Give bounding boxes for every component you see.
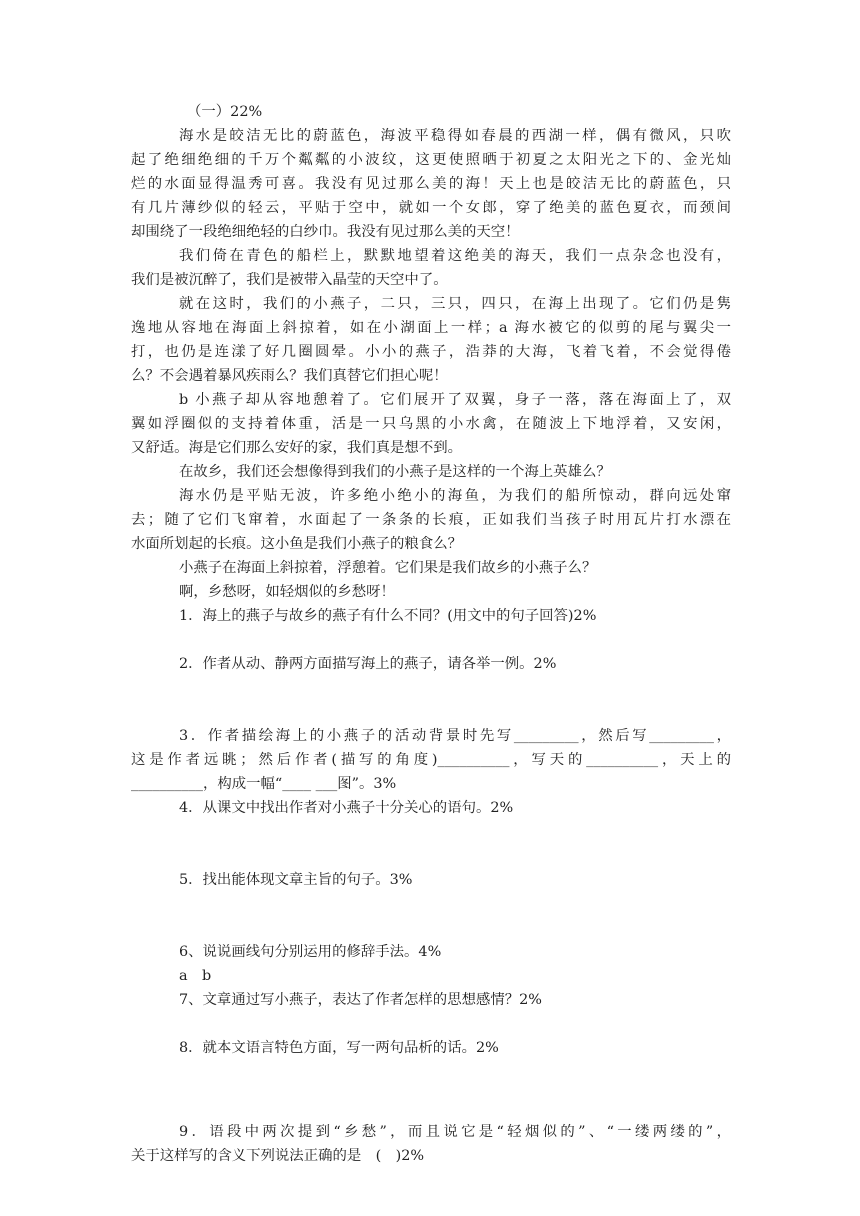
passage-line: 海水是皎洁无比的蔚蓝色，海波平稳得如春晨的西湖一样，偶有微风，只吹 bbox=[179, 128, 731, 144]
question-5: 5．找出能体现文章主旨的句子。3% bbox=[179, 872, 413, 888]
passage-line: 我们倚在青色的船栏上，默默地望着这绝美的海天，我们一点杂念也没有， bbox=[179, 248, 731, 264]
question-9-continued: 关于这样写的含义下列说法正确的是 ( )2% bbox=[131, 1148, 425, 1164]
question-3-continued: __________，构成一幅“____ ___图”。3% bbox=[131, 776, 397, 792]
question-2: 2．作者从动、静两方面描写海上的燕子，请各举一例。2% bbox=[179, 656, 557, 672]
passage-line: 就在这时，我们的小燕子，二只，三只，四只，在海上出现了。它们仍是隽 bbox=[179, 296, 731, 312]
passage-line: 却围绕了一段绝细绝轻的白纱巾。我没有见过那么美的天空！ bbox=[131, 224, 520, 240]
question-6-answer-labels: a b bbox=[179, 968, 212, 984]
passage-line: 有几片薄纱似的轻云，平贴于空中，就如一个女郎，穿了绝美的蓝色夏衣，而颈间 bbox=[131, 200, 731, 216]
passage-line: 啊，乡愁呀，如轻烟似的乡愁呀！ bbox=[179, 584, 395, 600]
question-3-continued: 这是作者远眺；然后作者(描写的角度)__________，写天的__________，天上的 bbox=[131, 752, 731, 768]
passage-line: 翼如浮圈似的支持着体重，活是一只乌黑的小水禽，在随波上下地浮着，又安闲， bbox=[131, 416, 731, 432]
passage-line: 又舒适。海是它们那么安好的家，我们真是想不到。 bbox=[131, 440, 462, 456]
passage-line: 打，也仍是连漾了好几圈圆晕。小小的燕子，浩莽的大海，飞着飞着，不会觉得倦 bbox=[131, 344, 731, 360]
question-3: 3．作者描绘海上的小燕子的活动背景时先写_________，然后写_________， bbox=[179, 728, 731, 744]
question-8: 8．就本文语言特色方面，写一两句品析的话。2% bbox=[179, 1040, 499, 1056]
passage-line: 起了绝细绝细的千万个粼粼的小波纹，这更使照晒于初夏之太阳光之下的、金光灿 bbox=[131, 152, 731, 168]
document-page bbox=[131, 100, 731, 1168]
passage-line: 水面所划起的长痕。这小鱼是我们小燕子的粮食么？ bbox=[131, 536, 462, 552]
question-1: 1．海上的燕子与故乡的燕子有什么不同？(用文中的句子回答)2% bbox=[179, 608, 597, 624]
passage-line: 海水仍是平贴无波，许多绝小绝小的海鱼，为我们的船所惊动，群向远处窜 bbox=[179, 488, 731, 504]
passage-line: b 小燕子却从容地憩着了。它们展开了双翼，身子一落，落在海面上了，双 bbox=[179, 392, 731, 408]
passage-line: 烂的水面显得温秀可喜。我没有见过那么美的海！天上也是皎洁无比的蔚蓝色，只 bbox=[131, 176, 731, 192]
question-7: 7、文章通过写小燕子，表达了作者怎样的思想感情？2% bbox=[179, 992, 542, 1008]
passage-line: 么？不会遇着暴风疾雨么？我们真替它们担心呢！ bbox=[131, 368, 448, 384]
passage-line: 逸地从容地在海面上斜掠着，如在小湖面上一样；a 海水被它的似剪的尾与翼尖一 bbox=[131, 320, 731, 336]
section-heading: （一）22% bbox=[187, 104, 263, 120]
question-6: 6、说说画线句分别运用的修辞手法。4% bbox=[179, 944, 442, 960]
passage-line: 小燕子在海面上斜掠着，浮憩着。它们果是我们故乡的小燕子么？ bbox=[179, 560, 597, 576]
passage-line: 在故乡，我们还会想像得到我们的小燕子是这样的一个海上英雄么？ bbox=[179, 464, 611, 480]
question-9: 9．语段中两次提到“乡愁”，而且说它是“轻烟似的”、“一缕两缕的”， bbox=[179, 1124, 731, 1140]
question-4: 4．从课文中找出作者对小燕子十分关心的语句。2% bbox=[179, 800, 514, 816]
passage-line: 我们是被沉醉了，我们是被带入晶莹的天空中了。 bbox=[131, 272, 448, 288]
passage-line: 去；随了它们飞窜着，水面起了一条条的长痕，正如我们当孩子时用瓦片打水漂在 bbox=[131, 512, 731, 528]
